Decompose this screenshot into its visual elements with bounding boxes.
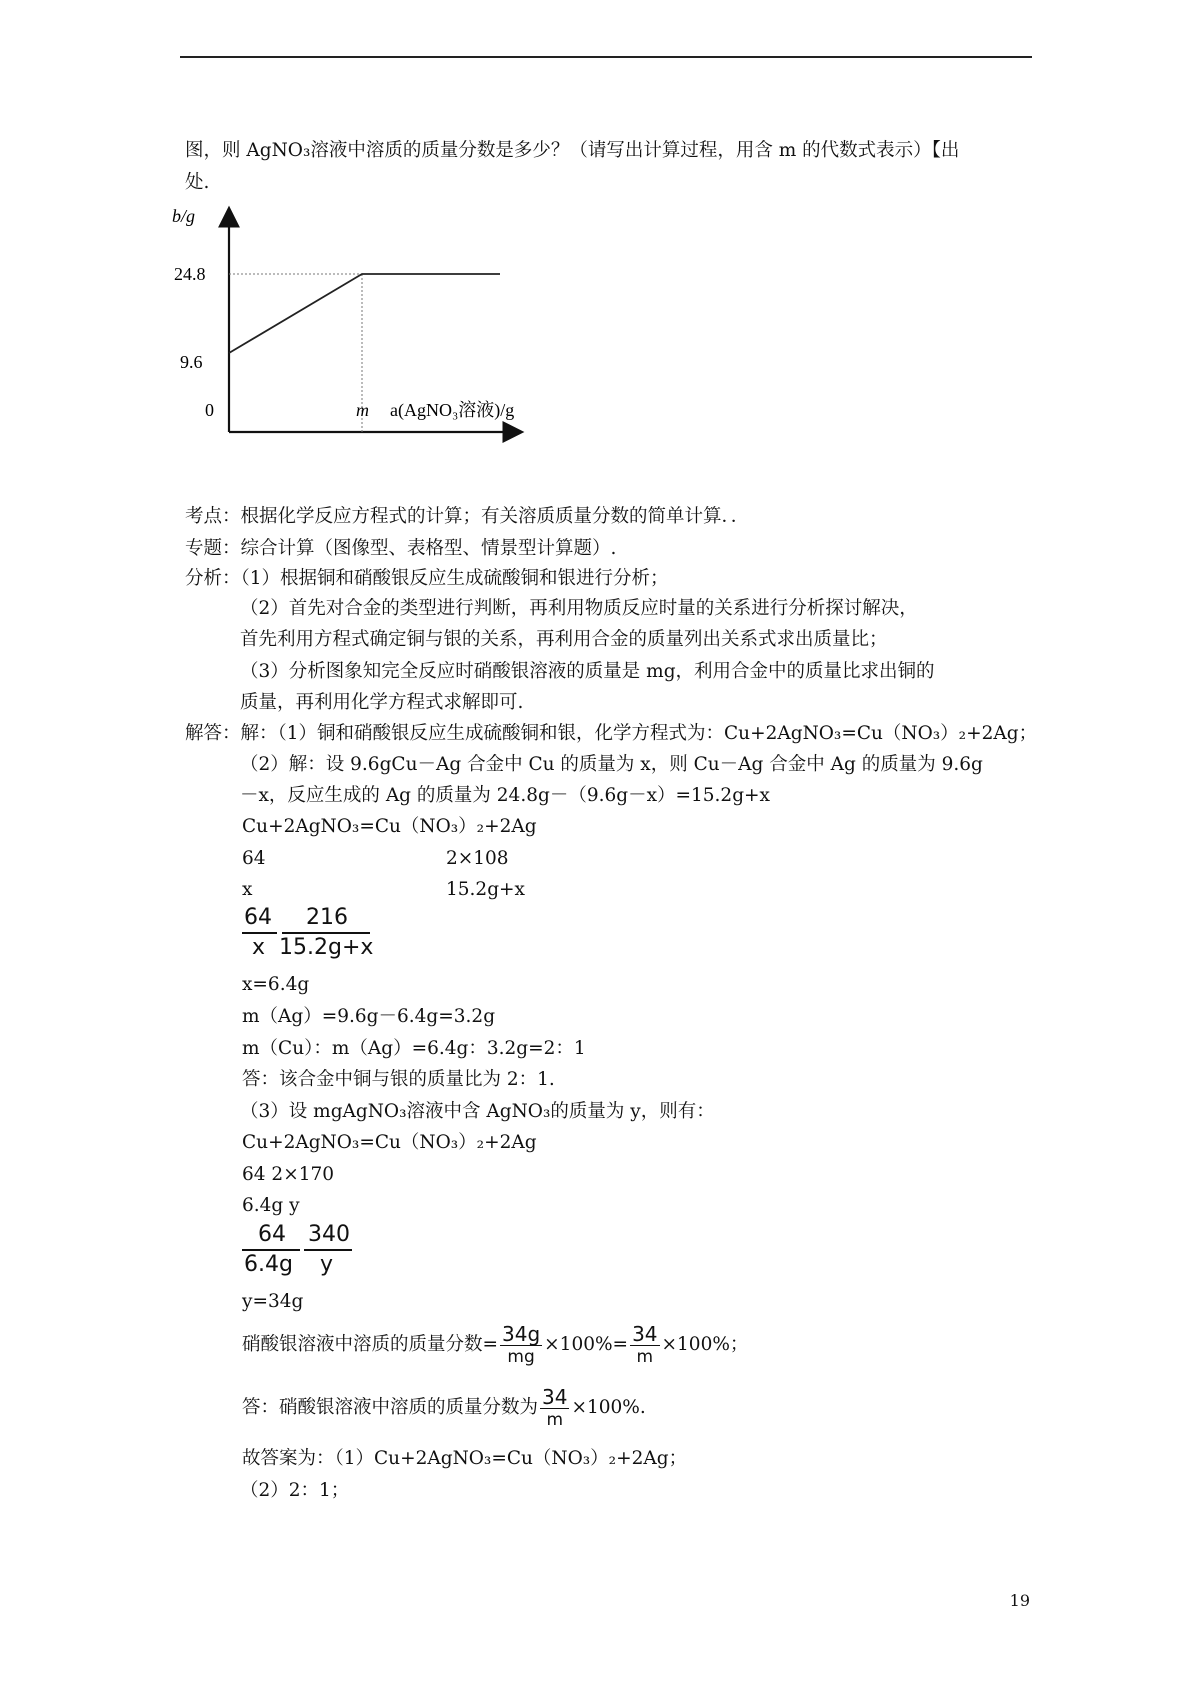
fenxi-line-3a: （3）分析图象知完全反应时硝酸银溶液的质量是 mg，利用合金中的质量比求出铜的	[240, 661, 935, 682]
ratio-right-15-2g-x: 15.2g+x	[446, 879, 525, 900]
frac2-num-right: 340	[308, 1222, 350, 1247]
kaodian-line: 考点：根据化学反应方程式的计算；有关溶质质量分数的简单计算．．	[185, 506, 750, 527]
equation-1: Cu+2AgNO₃=Cu（NO₃）₂+2Ag	[242, 816, 537, 837]
origin-label: 0	[205, 400, 214, 420]
answer3-suffix: ×100%.	[571, 1397, 646, 1418]
proportion-fraction-2	[242, 1222, 352, 1282]
solution-line-2: （2）解：设 9.6gCu－Ag 合金中 Cu 的质量为 x，则 Cu－Ag 合金中 Ag 的质量为 9.6g	[240, 754, 983, 775]
final-answer-1: 故答案为：（1）Cu+2AgNO₃=Cu（NO₃）₂+2Ag；	[242, 1448, 688, 1469]
mf-frac1-num: 34g	[502, 1321, 541, 1346]
equation-2: Cu+2AgNO₃=Cu（NO₃）₂+2Ag	[242, 1132, 537, 1153]
zhuanti-line: 专题：综合计算（图像型、表格型、情景型计算题）.	[185, 538, 617, 559]
question-line-2: 处.	[185, 172, 210, 193]
answer-part-2: 答：该合金中铜与银的质量比为 2：1.	[242, 1069, 555, 1090]
proportion-fraction-1	[242, 905, 374, 965]
y-tick-24-8: 24.8	[174, 264, 206, 284]
ratio-right-2x108: 2×108	[446, 848, 509, 869]
mass-fraction-frac-2	[630, 1323, 659, 1368]
reaction-chart	[170, 200, 550, 465]
x-result: x=6.4g	[242, 974, 310, 995]
y-result: y=34g	[242, 1291, 304, 1312]
m-ag-calc: m（Ag）=9.6g－6.4g=3.2g	[242, 1006, 496, 1027]
cu-ag-ratio: m（Cu）：m（Ag）=6.4g：3.2g=2：1	[242, 1038, 586, 1059]
mass-fraction-mid: ×100%=	[544, 1334, 629, 1355]
ans-frac-num: 34	[542, 1384, 568, 1409]
fenxi-line-2a: （2）首先对合金的类型进行判断，再利用物质反应时量的关系进行分析探讨解决，	[240, 598, 918, 619]
frac2-bar-right	[304, 1249, 352, 1251]
frac1-num-left: 64	[244, 905, 272, 930]
mf-frac2-den: m	[636, 1346, 654, 1367]
answer3-prefix: 答：硝酸银溶液中溶质的质量分数为	[242, 1397, 539, 1418]
final-answer-2: （2）2：1；	[240, 1480, 350, 1501]
frac2-den-left: 6.4g	[244, 1252, 293, 1277]
y-tick-9-6: 9.6	[180, 352, 203, 372]
ratio-left-64: 64	[242, 848, 266, 869]
frac1-bar-left	[242, 932, 277, 934]
frac1-bar-right	[282, 932, 370, 934]
frac2-num-left: 64	[258, 1222, 286, 1247]
ratio-left-x: x	[242, 879, 253, 900]
y-axis-label: b/g	[172, 206, 196, 226]
mass-fraction-line	[242, 1320, 748, 1370]
mf-frac2-num: 34	[632, 1321, 658, 1346]
page-number: 19	[1009, 1591, 1030, 1610]
mass-fraction-suffix: ×100%；	[661, 1334, 749, 1355]
ratio-64-2x170: 64 2×170	[242, 1164, 335, 1185]
fenxi-line-1: 分析：（1）根据铜和硝酸银反应生成硫酸铜和银进行分析；	[185, 568, 669, 589]
ans-frac-den: m	[546, 1409, 564, 1430]
series-line	[229, 274, 500, 353]
part-3-intro: （3）设 mgAgNO₃溶液中含 AgNO₃的质量为 y，则有：	[240, 1101, 715, 1122]
ratio-6-4g-y: 6.4g y	[242, 1195, 300, 1216]
x-axis-label: a(AgNO₃溶液)/g	[390, 400, 515, 420]
frac1-den-left: x	[252, 935, 266, 960]
header-rule	[180, 56, 1032, 58]
mass-fraction-frac-1	[500, 1323, 542, 1368]
fenxi-line-2b: 首先利用方程式确定铜与银的关系，再利用合金的质量列出关系式求出质量比；	[240, 629, 888, 650]
frac2-bar-left	[242, 1249, 300, 1251]
answer3-frac	[540, 1386, 569, 1431]
frac1-num-right: 216	[306, 905, 348, 930]
fenxi-line-3b: 质量，再利用化学方程式求解即可.	[240, 692, 524, 713]
solution-line-1: 解答：解：（1）铜和硝酸银反应生成硫酸铜和银，化学方程式为：Cu+2AgNO₃=Cu（NO₃）₂+2Ag；	[185, 723, 1038, 744]
question-line-1: 图，则 AgNO₃溶液中溶质的质量分数是多少？（请写出计算过程，用含 m 的代数式表示）【出	[185, 140, 960, 161]
solution-line-3: －x，反应生成的 Ag 的质量为 24.8g－（9.6g－x）=15.2g+x	[240, 785, 770, 806]
mf-frac1-den: mg	[507, 1346, 535, 1367]
mass-fraction-prefix: 硝酸银溶液中溶质的质量分数=	[242, 1334, 499, 1355]
frac2-den-right: y	[320, 1252, 334, 1277]
frac1-den-right: 15.2g+x	[279, 935, 374, 960]
x-tick-m: m	[356, 400, 369, 420]
answer-part-3	[242, 1383, 646, 1433]
